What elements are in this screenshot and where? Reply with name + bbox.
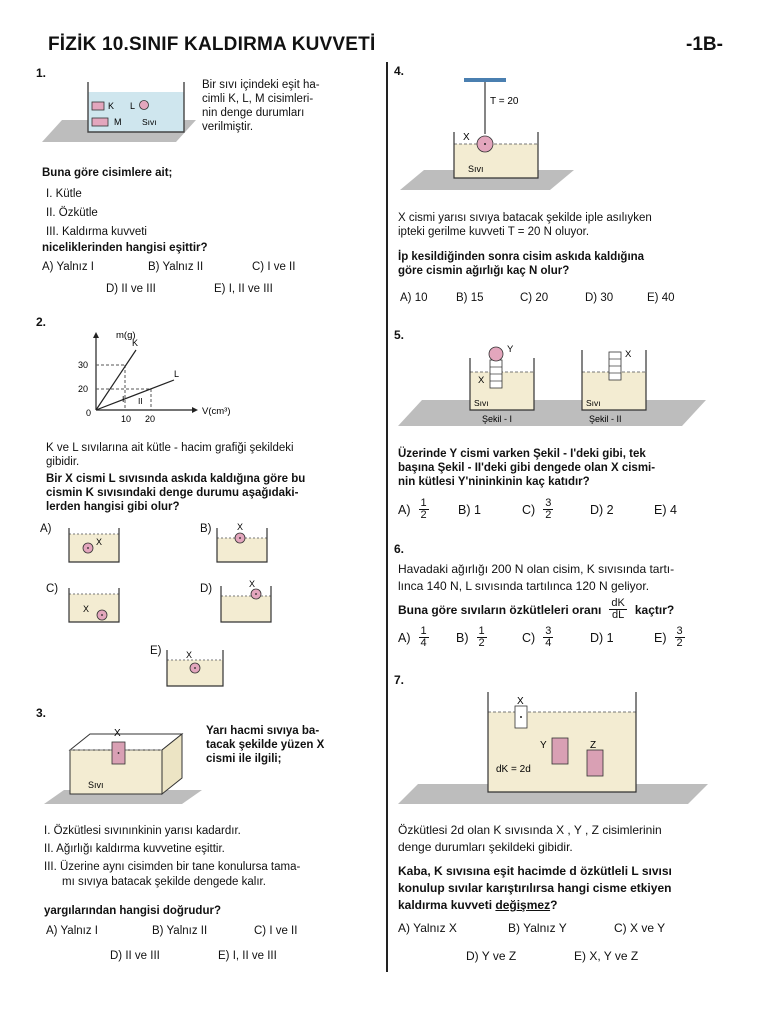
- q7-option-b[interactable]: B) Yalnız Y: [508, 921, 567, 935]
- page-title: FİZİK 10.SINIF KALDIRMA KUVVETİ: [48, 34, 376, 55]
- q5-label-liquid-2: Sıvı: [586, 398, 601, 408]
- q2-graph: [64, 322, 274, 430]
- q2-label-k: K: [132, 338, 139, 348]
- q7-label-density: dK = 2d: [496, 764, 531, 775]
- q1-label-k: K: [108, 101, 115, 111]
- q1-block-k: [92, 102, 104, 110]
- q2-option-b[interactable]: B): [200, 523, 212, 535]
- q3-label-liquid: Sıvı: [88, 780, 104, 790]
- q3-items: I. Özkütlesi sıvınınkinin yarısı kadardır. II. Ağırlığı kaldırma kuvvetine eşittir. III. Üzerine aynı cisimden bir tane konulursa tama- mı sıvıya batacak şekilde dengede kalır.: [44, 825, 301, 888]
- q1-description: Bir sıvı içindeki eşit ha- cimli K, L, M cisimleri- nin denge durumları verilmiştir.: [202, 79, 320, 133]
- q4-liquid: [454, 144, 538, 178]
- q6-option-e[interactable]: E) $\frac{3}{2}$: [654, 625, 683, 649]
- booklet-code: -1B-: [686, 34, 723, 55]
- q6-ratio-denominator: dL: [612, 609, 625, 621]
- q2-option-d-figure: [218, 578, 276, 626]
- q5-option-d[interactable]: D) 2: [590, 503, 614, 517]
- q1-block-m: [92, 118, 108, 126]
- q2-option-e-figure: [164, 644, 228, 690]
- q1-items: I. Kütle II. Özkütle III. Kaldırma kuvveti: [46, 188, 147, 238]
- q5-number: 5.: [394, 328, 405, 342]
- q3-option-d[interactable]: D) II ve III: [110, 950, 160, 962]
- q7-label-x: X: [517, 696, 524, 707]
- q7-option-e[interactable]: E) X, Y ve Z: [574, 949, 639, 963]
- column-divider: [386, 62, 388, 972]
- q4-option-a[interactable]: A) 10: [400, 292, 428, 304]
- q7-question: Kaba, K sıvısına eşit hacimde d özkütleli L sıvısı konulup sıvılar karıştırılırsa hangi cisme etkiyen kaldırma kuvveti değişmez?: [398, 864, 672, 912]
- q2-ylabel: m(g): [116, 330, 136, 341]
- q3-description: Yarı hacmi sıvıya ba- tacak şekilde yüzen X cismi ile ilgili;: [206, 725, 325, 765]
- q7-figure: [396, 690, 710, 808]
- q5-table: [398, 400, 706, 426]
- q7-option-a[interactable]: A) Yalnız X: [398, 921, 457, 935]
- q4-option-c[interactable]: C) 20: [520, 292, 549, 304]
- q6-number: 6.: [394, 542, 405, 556]
- q7-block-y: [552, 738, 568, 764]
- q5-figure: [396, 338, 708, 430]
- q5-label-y: Y: [507, 344, 514, 355]
- q7-option-d[interactable]: D) Y ve Z: [466, 949, 517, 963]
- q6-option-b[interactable]: B) $\frac{1}{2}$: [456, 625, 485, 649]
- q4-option-d[interactable]: D) 30: [585, 292, 614, 304]
- q6-option-a[interactable]: A) $\frac{1}{4}$: [398, 625, 427, 649]
- q3-option-c[interactable]: C) I ve II: [254, 925, 298, 937]
- q4-number: 4.: [394, 64, 405, 78]
- q2-tick-30: 30: [78, 360, 89, 370]
- q2-region-1: I: [122, 394, 125, 404]
- q3-option-b[interactable]: B) Yalnız II: [152, 925, 208, 937]
- q1-option-e[interactable]: E) I, II ve III: [214, 283, 273, 295]
- q2-option-b-figure: [214, 520, 272, 566]
- q3-option-e[interactable]: E) I, II ve III: [218, 950, 277, 962]
- q2-option-d[interactable]: D): [200, 583, 213, 595]
- q4-label-x: X: [463, 132, 470, 143]
- q5-ball-y: [489, 347, 503, 361]
- q2-xlabel: V(cm³): [202, 406, 231, 417]
- q2-tick-20: 20: [78, 384, 89, 394]
- q6-ratio-numerator: dK: [611, 597, 625, 609]
- q1-option-c[interactable]: C) I ve II: [252, 261, 296, 273]
- q3-option-a[interactable]: A) Yalnız I: [46, 925, 98, 937]
- q1-number: 1.: [36, 66, 47, 80]
- q2-tick-10: 10: [121, 414, 132, 424]
- q5-option-c[interactable]: C) $\frac{3}{2}$: [522, 497, 552, 521]
- q5-label-liquid-1: Sıvı: [474, 398, 489, 408]
- q4-ceiling: [464, 78, 506, 82]
- q7-block-z: [587, 750, 603, 776]
- q2-question: Bir X cismi L sıvısında askıda kaldığına göre bu cismin K sıvısındaki denge durumu aşağıdaki- lerden hangisi gibi olur?: [46, 473, 306, 513]
- q4-label-t: T = 20: [490, 96, 519, 107]
- q2-description: K ve L sıvılarına ait kütle - hacim grafiği şekildeki gibidir.: [46, 442, 294, 468]
- q5-question: Üzerinde Y cismi varken Şekil - I'deki gibi, tek başına Şekil - II'deki gibi dengede olan X cismi- nin kütlesi Y'nininkinin kaç katıdır?: [398, 448, 656, 488]
- q3-number: 3.: [36, 706, 47, 720]
- q3-figure: [42, 720, 204, 808]
- q2-region-2: II: [138, 396, 143, 406]
- q2-origin: 0: [86, 408, 92, 418]
- q3-label-x: X: [114, 728, 121, 739]
- q4-option-e[interactable]: E) 40: [647, 292, 675, 304]
- q1-option-d[interactable]: D) II ve III: [106, 283, 156, 295]
- q2-option-c[interactable]: C): [46, 583, 59, 595]
- q1-option-b[interactable]: B) Yalnız II: [148, 261, 204, 273]
- q1-question: niceliklerinden hangisi eşittir?: [42, 242, 208, 254]
- q6-description: Havadaki ağırlığı 200 N olan cisim, K sıvısında tartı- lınca 140 N, L sıvısında tartılınca 120 N geliyor.: [398, 562, 675, 593]
- q6-option-c[interactable]: C) $\frac{3}{4}$: [522, 625, 552, 649]
- q1-option-a[interactable]: A) Yalnız I: [42, 261, 94, 273]
- q4-figure: [398, 74, 576, 192]
- q7-label-y: Y: [540, 740, 547, 751]
- q2-line-l: [96, 380, 174, 410]
- q5-label-shape-2: Şekil - II: [589, 414, 622, 424]
- q6-question: Buna göre sıvıların özkütleleri oranı $\frac{dK}{dL}$ kaçtır?: [398, 597, 675, 621]
- q2-option-a[interactable]: A): [40, 523, 52, 535]
- q1-label-m: M: [114, 117, 122, 127]
- q5-label-shape-1: Şekil - I: [482, 414, 513, 424]
- q7-label-z: Z: [590, 740, 597, 751]
- q2-option-e[interactable]: E): [150, 645, 162, 657]
- q2-option-c-figure: [66, 584, 124, 626]
- q4-option-b[interactable]: B) 15: [456, 292, 484, 304]
- q2-tick-20x: 20: [145, 414, 156, 424]
- q4-question: İp kesildiğinden sonra cisim askıda kaldığına göre cismin ağırlığı kaç N olur?: [398, 251, 645, 277]
- q7-underlined-word: değişmez: [495, 898, 551, 912]
- svg-text:X: X: [96, 537, 103, 547]
- q7-description: Özkütlesi 2d olan K sıvısında X , Y , Z cisimlerinin denge durumları şekildeki gibidir.: [398, 823, 662, 854]
- q5-label-x-1: X: [478, 375, 485, 386]
- svg-text:X: X: [83, 604, 90, 614]
- q5-option-b[interactable]: B) 1: [458, 503, 481, 517]
- q2-number: 2.: [36, 315, 47, 329]
- svg-text:X: X: [249, 579, 256, 589]
- q5-option-a[interactable]: A) $\frac{1}{2}$: [398, 497, 427, 521]
- q5-label-x-2: X: [625, 349, 632, 360]
- q3-question: yargılarından hangisi doğrudur?: [44, 905, 221, 917]
- q1-label-liquid: Sıvı: [142, 117, 157, 127]
- q7-number: 7.: [394, 673, 405, 687]
- q7-option-c[interactable]: C) X ve Y: [614, 921, 666, 935]
- q2-line-k: [96, 350, 136, 410]
- q1-label-l: L: [130, 101, 136, 111]
- q2-label-l: L: [174, 369, 180, 379]
- q1-ball-l: [140, 101, 149, 110]
- q5-option-e[interactable]: E) 4: [654, 503, 677, 517]
- svg-text:X: X: [237, 522, 244, 532]
- q4-description: X cismi yarısı sıvıya batacak şekilde iple asılıyken ipteki gerilme kuvveti T = 20 N oluyor.: [398, 212, 652, 238]
- q4-label-liquid: Sıvı: [468, 164, 484, 174]
- q1-lead: Buna göre cisimlere ait;: [42, 167, 173, 179]
- q1-figure: [36, 74, 198, 146]
- q6-option-d[interactable]: D) 1: [590, 631, 614, 645]
- q2-option-a-figure: [66, 524, 124, 566]
- svg-text:X: X: [186, 650, 193, 660]
